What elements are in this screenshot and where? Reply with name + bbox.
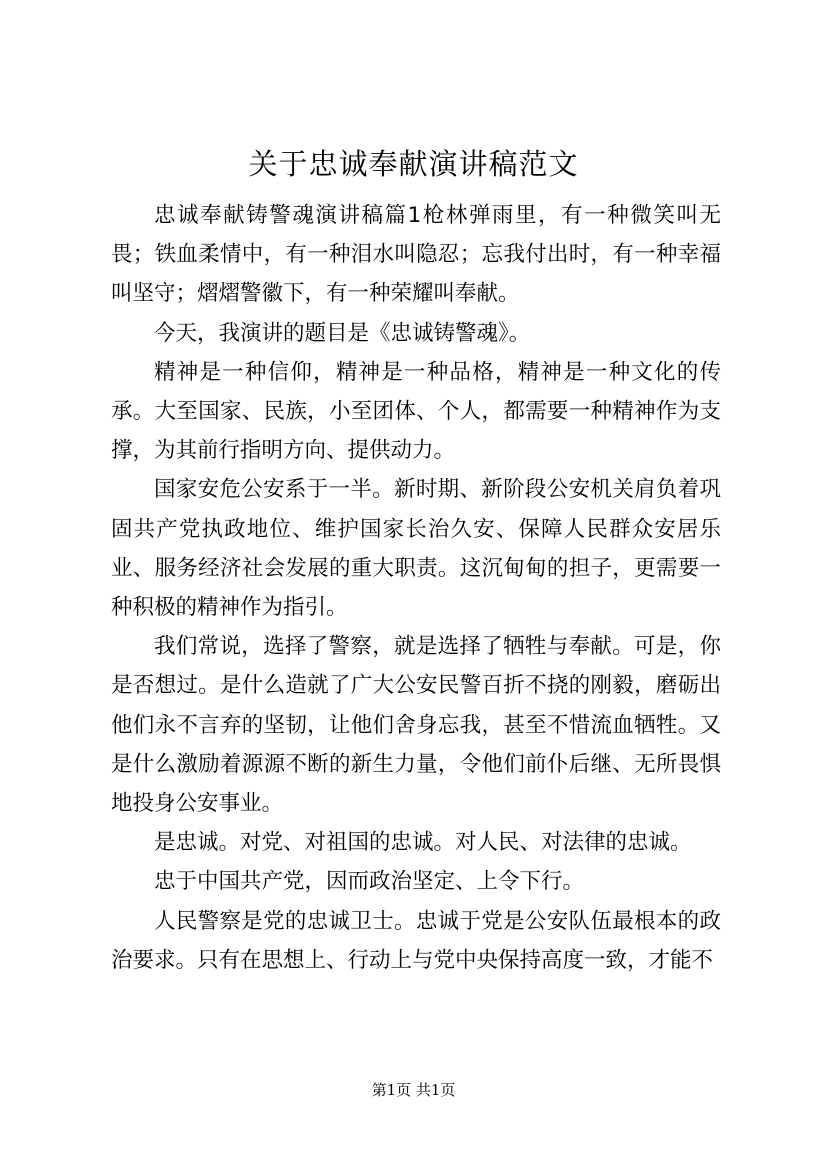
paragraph: 今天，我演讲的题目是《忠诚铸警魂》。 bbox=[154, 320, 531, 346]
document-title: 关于忠诚奉献演讲稿范文 bbox=[248, 147, 579, 181]
paragraph: 是忠诚。对党、对祖国的忠诚。对人民、对法律的忠诚。 bbox=[154, 830, 692, 856]
document-body bbox=[111, 196, 721, 980]
page-footer: 第1页 共1页 bbox=[371, 1081, 456, 1099]
paragraph: 国家安危公安系于一半。新时期、新阶段公安机关肩负着巩固共产党执政地位、维护国家长治久安、保障人民群众安居乐业、服务经济社会发展的重大职责。这沉甸甸的担子，更需要一种积极的精神作为指引。 bbox=[111, 477, 721, 621]
paragraph: 忠于中国共产党，因而政治坚定、上令下行。 bbox=[154, 869, 585, 895]
paragraph: 我们常说，选择了警察，就是选择了牺牲与奉献。可是，你是否想过。是什么造就了广大公安民警百折不挠的刚毅，磨砺出他们永不言弃的坚韧，让他们舍身忘我，甚至不惜流血牺牲。又是什么激励着源源不断的新生力量，令他们前仆后继、无所畏惧地投身公安事业。 bbox=[111, 634, 721, 817]
paragraph: 精神是一种信仰，精神是一种品格，精神是一种文化的传承。大至国家、民族，小至团体、个人，都需要一种精神作为支撑，为其前行指明方向、提供动力。 bbox=[111, 359, 721, 464]
paragraph: 人民警察是党的忠诚卫士。忠诚于党是公安队伍最根本的政治要求。只有在思想上、行动上与党中央保持高度一致，才能不 bbox=[111, 908, 721, 973]
paragraph: 忠诚奉献铸警魂演讲稿篇1枪林弹雨里，有一种微笑叫无畏；铁血柔情中，有一种泪水叫隐忍；忘我付出时，有一种幸福叫坚守；熠熠警徽下，有一种荣耀叫奉献。 bbox=[111, 203, 721, 307]
